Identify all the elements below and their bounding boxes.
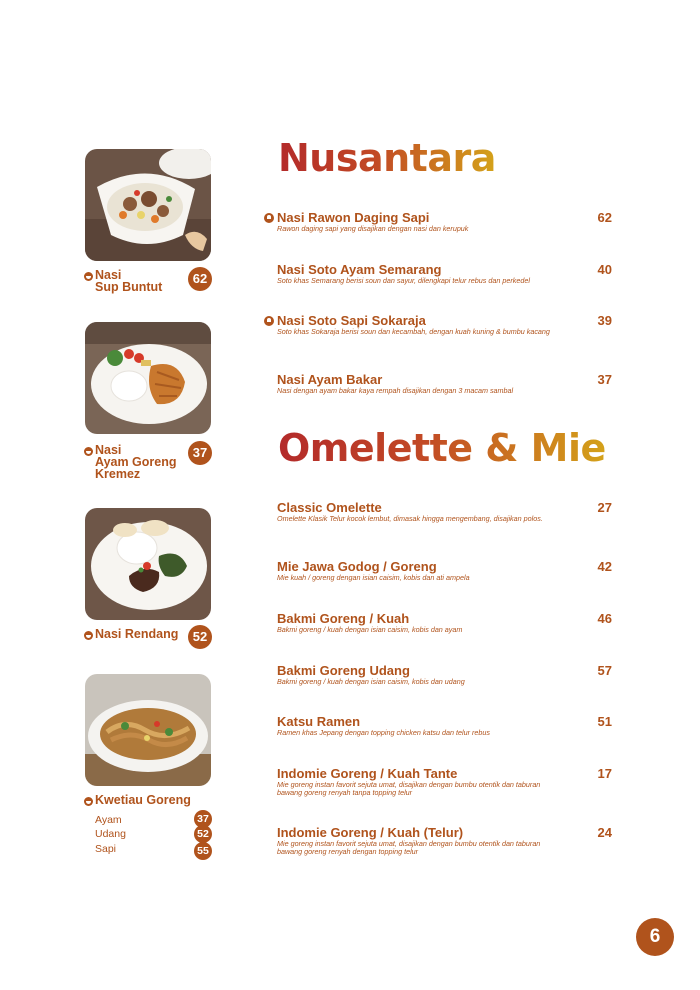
menu-item-price: 17 (597, 766, 612, 781)
featured-name: Kwetiau Goreng (95, 793, 191, 807)
menu-item[interactable] (264, 372, 614, 402)
menu-item-desc: Bakmi goreng / kuah dengan isian caisim, kobis dan ayam (277, 625, 463, 634)
menu-item-price: 27 (597, 500, 612, 515)
menu-item-desc: Rawon daging sapi yang disajikan dengan nasi dan kerupuk (277, 224, 469, 233)
menu-item-name: Nasi Ayam Bakar (277, 372, 383, 387)
featured-item-kwetiau-goreng[interactable] (84, 794, 216, 864)
featured-name: Nasi Ayam Goreng Kremez (95, 443, 177, 481)
menu-item-desc: Mie goreng instan favorit sejuta umat, disajikan dengan bumbu otentik dan taburan bawang goreng renyah tanpa topping telur (277, 780, 541, 797)
menu-item-price: 46 (597, 611, 612, 626)
menu-item-desc: Ramen khas Jepang dengan topping chicken katsu dan telur rebus (277, 728, 490, 737)
menu-item-name: Katsu Ramen (277, 714, 361, 729)
featured-name: Nasi Sup Buntut (95, 268, 163, 294)
menu-item[interactable] (264, 663, 614, 693)
menu-item[interactable] (264, 559, 614, 589)
menu-item[interactable] (264, 262, 614, 292)
menu-item[interactable] (264, 825, 614, 861)
featured-item-nasi-rendang[interactable] (84, 628, 216, 648)
menu-item-name: Bakmi Goreng / Kuah (277, 611, 410, 626)
menu-item-name: Nasi Soto Sapi Sokaraja (277, 313, 426, 328)
menu-item-name: Indomie Goreng / Kuah Tante (277, 766, 458, 781)
menu-item-name: Bakmi Goreng Udang (277, 663, 410, 678)
menu-item[interactable] (264, 766, 614, 802)
menu-item-name: Indomie Goreng / Kuah (Telur) (277, 825, 464, 840)
variant-price-badge: 37 (194, 810, 212, 828)
menu-item-name: Classic Omelette (277, 500, 382, 515)
menu-item-desc: Mie kuah / goreng dengan isian caisim, kobis dan ati ampela (277, 573, 470, 582)
featured-name: Nasi Rendang (95, 627, 179, 641)
chef-hat-icon (264, 316, 274, 326)
chef-hat-icon (84, 797, 93, 806)
chef-hat-icon (84, 631, 93, 640)
menu-item-desc: Nasi dengan ayam bakar kaya rempah disajikan dengan 3 macam sambal (277, 386, 514, 395)
price-badge: 62 (188, 267, 212, 291)
menu-item-name: Mie Jawa Godog / Goreng (277, 559, 437, 574)
menu-item-price: 62 (597, 210, 612, 225)
price-badge: 37 (188, 441, 212, 465)
variant-label: Sapi (95, 843, 117, 855)
menu-item[interactable] (264, 500, 614, 536)
menu-item-price: 40 (597, 262, 612, 277)
menu-item-price: 24 (597, 825, 612, 840)
section-title-nusantara: Nusantara (278, 136, 496, 180)
ayam-goreng-photo (85, 322, 211, 434)
variant-price-badge: 52 (194, 825, 212, 843)
menu-item-name: Nasi Soto Ayam Semarang (277, 262, 442, 277)
menu-item[interactable] (264, 210, 614, 240)
chef-hat-icon (84, 447, 93, 456)
menu-item-price: 51 (597, 714, 612, 729)
menu-item-price: 39 (597, 313, 612, 328)
page-number: 6 (636, 918, 674, 956)
rendang-photo (85, 508, 211, 620)
menu-item-price: 37 (597, 372, 612, 387)
chef-hat-icon (264, 213, 274, 223)
variant-price-badge: 55 (194, 842, 212, 860)
menu-item[interactable] (264, 313, 614, 349)
price-badge: 52 (188, 625, 212, 649)
menu-item-desc: Omelette Klasik Telur kocok lembut, dimasak hingga mengembang, disajikan polos. (277, 514, 543, 523)
featured-item-sup-buntut[interactable] (84, 269, 216, 299)
kwetiau-photo (85, 674, 211, 786)
variant-label: Udang (95, 828, 126, 840)
chef-hat-icon (84, 272, 93, 281)
variant-label: Ayam (95, 814, 122, 826)
menu-item-desc: Mie goreng instan favorit sejuta umat, disajikan dengan bumbu otentik dan taburan bawang goreng renyah dengan topping telur (277, 839, 541, 856)
menu-item[interactable] (264, 611, 614, 641)
featured-item-ayam-goreng-kremez[interactable] (84, 444, 216, 484)
menu-item-price: 42 (597, 559, 612, 574)
menu-item[interactable] (264, 714, 614, 744)
menu-item-desc: Soto khas Sokaraja berisi soun dan kecambah, dengan kuah kuning & bumbu kacang (277, 327, 550, 336)
menu-item-desc: Soto khas Semarang berisi soun dan sayur, dilengkapi telur rebus dan perkedel (277, 276, 530, 285)
section-title-omelette-mie: Omelette & Mie (278, 426, 606, 470)
menu-item-name: Nasi Rawon Daging Sapi (277, 210, 430, 225)
menu-item-price: 57 (597, 663, 612, 678)
sup-buntut-photo (85, 149, 211, 261)
menu-item-desc: Bakmi goreng / kuah dengan isian caisim, kobis dan udang (277, 677, 465, 686)
